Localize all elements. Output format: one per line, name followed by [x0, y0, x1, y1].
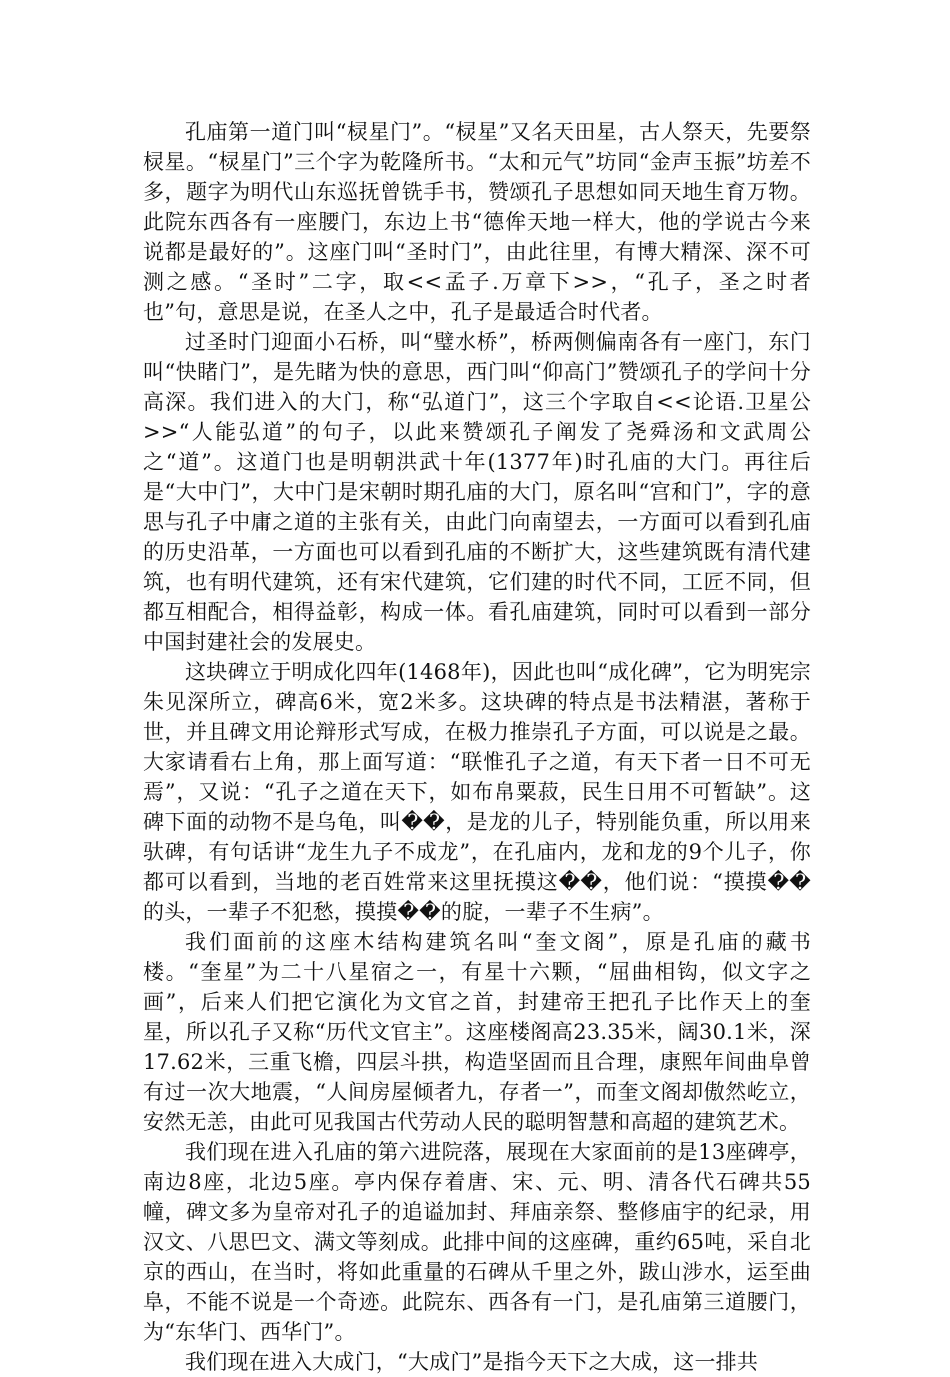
document-body: [143, 117, 811, 1377]
paragraph-dacheng-gate: 我们现在进入大成门，“大成门”是指今天下之大成，这一排共: [185, 1350, 759, 1374]
paragraph-chenghua-stele: 这块碑立于明成化四年(1468年)，因此也叫“成化碑”，它为明宪宗朱见深所立，碑高6米，宽2米多。这块碑的特点是书法精湛，著称于世，并且碑文用论辩形式写成，在极力推崇孔子方面，可以说是之最。大家请看右上角，那上面写道：“联惟孔子之道，有天下者一日不可无焉”，又说：“孔子之道在天下，如布帛粟菽，民生日用不可暂缺”。这碑下面的动物不是乌龟，叫��，是龙的儿子，特别能负重，所以用来驮碑，有句话讲“龙生九子不成龙”，在孔庙内，龙和龙的9个儿子，你都可以看到，当地的老百姓常来这里抚摸这��，他们说：“摸摸��的头，一辈子不犯愁，摸摸��的腚，一辈子不生病”。: [143, 660, 811, 924]
paragraph-bishui-bridge: 过圣时门迎面小石桥，叫“璧水桥”，桥两侧偏南各有一座门，东门叫“快睹门”，是先睹为快的意思，西门叫“仰高门”赞颂孔子的学问十分高深。我们进入的大门，称“弘道门”，这三个字取自<<论语.卫星公>>“人能弘道”的句子，以此来赞颂孔子阐发了尧舜汤和文武周公之“道”。这道门也是明朝洪武十年(1377年)时孔庙的大门。再往后是“大中门”，大中门是宋朝时期孔庙的大门，原名叫“宫和门”，字的意思与孔子中庸之道的主张有关，由此门向南望去，一方面可以看到孔庙的历史沿革，一方面也可以看到孔庙的不断扩大，这些建筑既有清代建筑，也有明代建筑，还有宋代建筑，它们建的时代不同，工匠不同，但都互相配合，相得益彰，构成一体。看孔庙建筑，同时可以看到一部分中国封建社会的发展史。: [143, 330, 811, 654]
paragraph-kuiwen-pavilion: 我们面前的这座木结构建筑名叫“奎文阁”，原是孔庙的藏书楼。“奎星”为二十八星宿之一，有星十六颗，“屈曲相钩，似文字之画”，后来人们把它演化为文官之首，封建帝王把孔子比作天上的奎星，所以孔子又称“历代文官主”。这座楼阁高23.35米，阔30.1米，深17.62米，三重飞檐，四层斗拱，构造坚固而且合理，康熙年间曲阜曾有过一次大地震，“人间房屋倾者九，存者一”，而奎文阁却傲然屹立，安然无恙，由此可见我国古代劳动人民的聪明智慧和高超的建筑艺术。: [143, 930, 811, 1134]
paragraph-stele-pavilions: 我们现在进入孔庙的第六进院落，展现在大家面前的是13座碑亭，南边8座，北边5座。亭内保存着唐、宋、元、明、清各代石碑共55幢，碑文多为皇帝对孔子的追谥加封、拜庙亲祭、整修庙宇的纪录，用汉文、八思巴文、满文等刻成。此排中间的这座碑，重约65吨，采自北京的西山，在当时，将如此重量的石碑从千里之外，跋山涉水，运至曲阜，不能不说是一个奇迹。此院东、西各有一门，是孔庙第三道腰门，为“东华门、西华门”。: [143, 1140, 811, 1344]
paragraph-lingxing-gate: 孔庙第一道门叫“棂星门”。“棂星”又名天田星，古人祭天，先要祭棂星。“棂星门”三个字为乾隆所书。“太和元气”坊同“金声玉振”坊差不多，题字为明代山东巡抚曾铣手书，赞颂孔子思想如同天地生育万物。此院东西各有一座腰门，东边上书“德侔天地一样大，他的学说古今来说都是最好的”。这座门叫“圣时门”，由此往里，有博大精深、深不可测之感。“圣时”二字，取<<孟子.万章下>>，“孔子，圣之时者也”句，意思是说，在圣人之中，孔子是最适合时代者。: [143, 120, 811, 324]
